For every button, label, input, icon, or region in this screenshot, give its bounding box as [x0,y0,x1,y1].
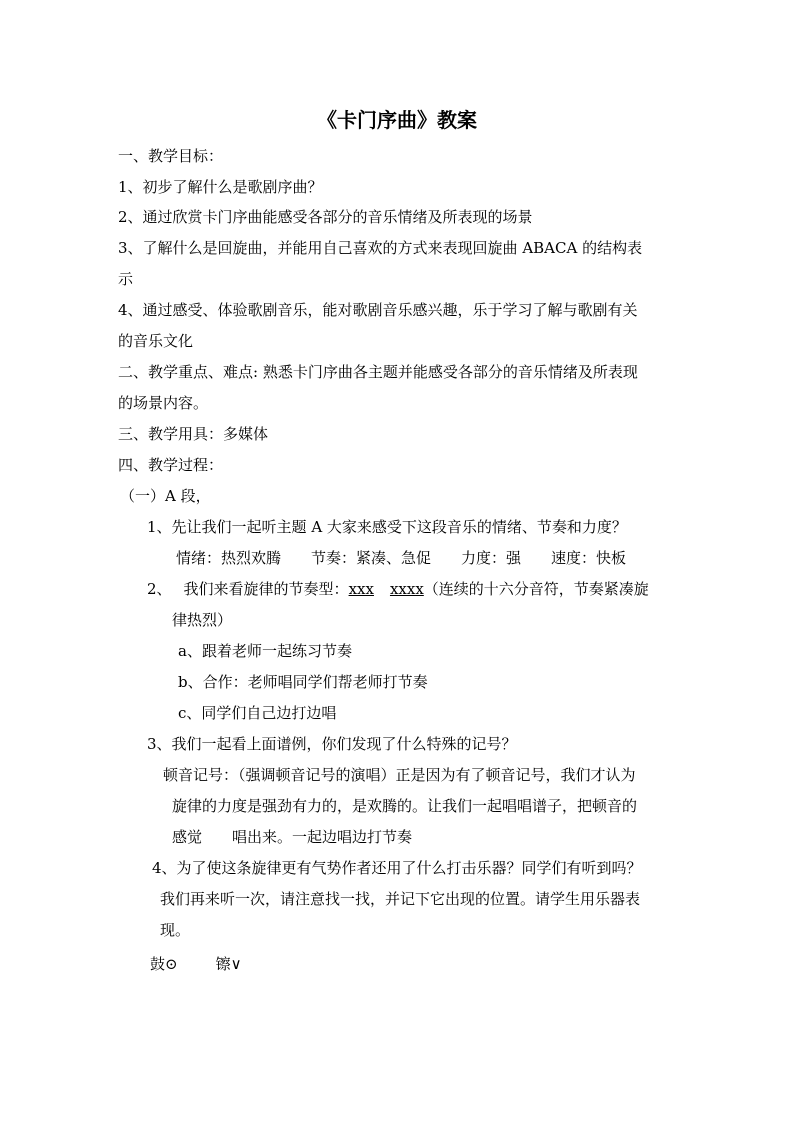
mood-tempo: 速度：快板 [551,549,627,567]
rhythm-pattern-2: xxxx [389,580,424,598]
step-3-detail-2: 旋律的力度是强劲有力的，是欢腾的。让我们一起唱唱谱子，把顿音的 [172,797,638,815]
sub-step-b: b、合作：老师唱同学们帮老师打节奏 [178,673,428,691]
section-key-points-line-2: 的场景内容。 [118,394,209,412]
document-title: 《卡门序曲》教案 [317,108,477,132]
mood-emotion: 情绪：热烈欢腾 [176,549,282,567]
step-2-note: （连续的十六分音符，节奏紧凑旋 [423,580,649,598]
step-3-sing: 唱出来。一起边唱边打节奏 [232,828,413,846]
sub-step-a: a、跟着老师一起练习节奏 [178,642,352,660]
process-step-3: 3、我们一起看上面谱例，你们发现了什么特殊的记号？ [147,735,517,753]
step-2-text: 我们来看旋律的节奏型： [183,580,349,598]
goal-3-line-2: 示 [118,270,134,288]
mood-row [176,548,626,568]
process-step-2 [147,579,649,599]
part-a-heading: （一）A 段， [120,487,211,505]
mood-dynamics: 力度：强 [461,549,522,567]
step-4-detail-1: 我们再来听一次，请注意找一找，并记下它出现的位置。请学生用乐器表 [160,890,641,908]
drum-symbol: 鼓⊙ [150,955,178,973]
goal-2: 2、通过欣赏卡门序曲能感受各部分的音乐情绪及所表现的场景 [118,208,533,226]
process-step-2-cont: 律热烈） [172,611,233,629]
instrument-row [150,954,242,974]
section-goals-heading: 一、教学目标： [118,147,224,165]
process-step-4: 4、为了使这条旋律更有气势作者还用了什么打击乐器？同学们有听到吗？ [152,859,642,877]
step-4-detail-2: 现。 [160,921,191,939]
section-process-heading: 四、教学过程： [118,456,224,474]
step-3-detail-1: 顿音记号：（强调顿音记号的演唱）正是因为有了顿音记号，我们才认为 [163,766,636,784]
process-step-1: 1、先让我们一起听主题 A 大家来感受下这段音乐的情绪、节奏和力度？ [147,518,627,536]
cymbal-symbol: 镲∨ [215,955,242,973]
mood-rhythm: 节奏：紧凑、急促 [311,549,432,567]
step-2-number: 2、 [147,580,172,598]
step-3-feel: 感觉 [172,828,203,846]
section-tools: 三、教学用具：多媒体 [118,425,269,443]
step-3-detail-3 [172,827,412,847]
section-key-points-line-1: 二、教学重点、难点: 熟悉卡门序曲各主题并能感受各部分的音乐情绪及所表现 [118,363,638,381]
goal-3-line-1: 3、了解什么是回旋曲，并能用自己喜欢的方式来表现回旋曲 ABACA 的结构表 [118,239,643,257]
goal-1: 1、初步了解什么是歌剧序曲？ [118,178,323,196]
goal-4-line-2: 的音乐文化 [118,332,194,350]
rhythm-pattern-1: xxx [348,580,374,598]
goal-4-line-1: 4、通过感受、体验歌剧音乐，能对歌剧音乐感兴趣，乐于学习了解与歌剧有关 [118,301,638,319]
sub-step-c: c、同学们自己边打边唱 [178,704,337,722]
